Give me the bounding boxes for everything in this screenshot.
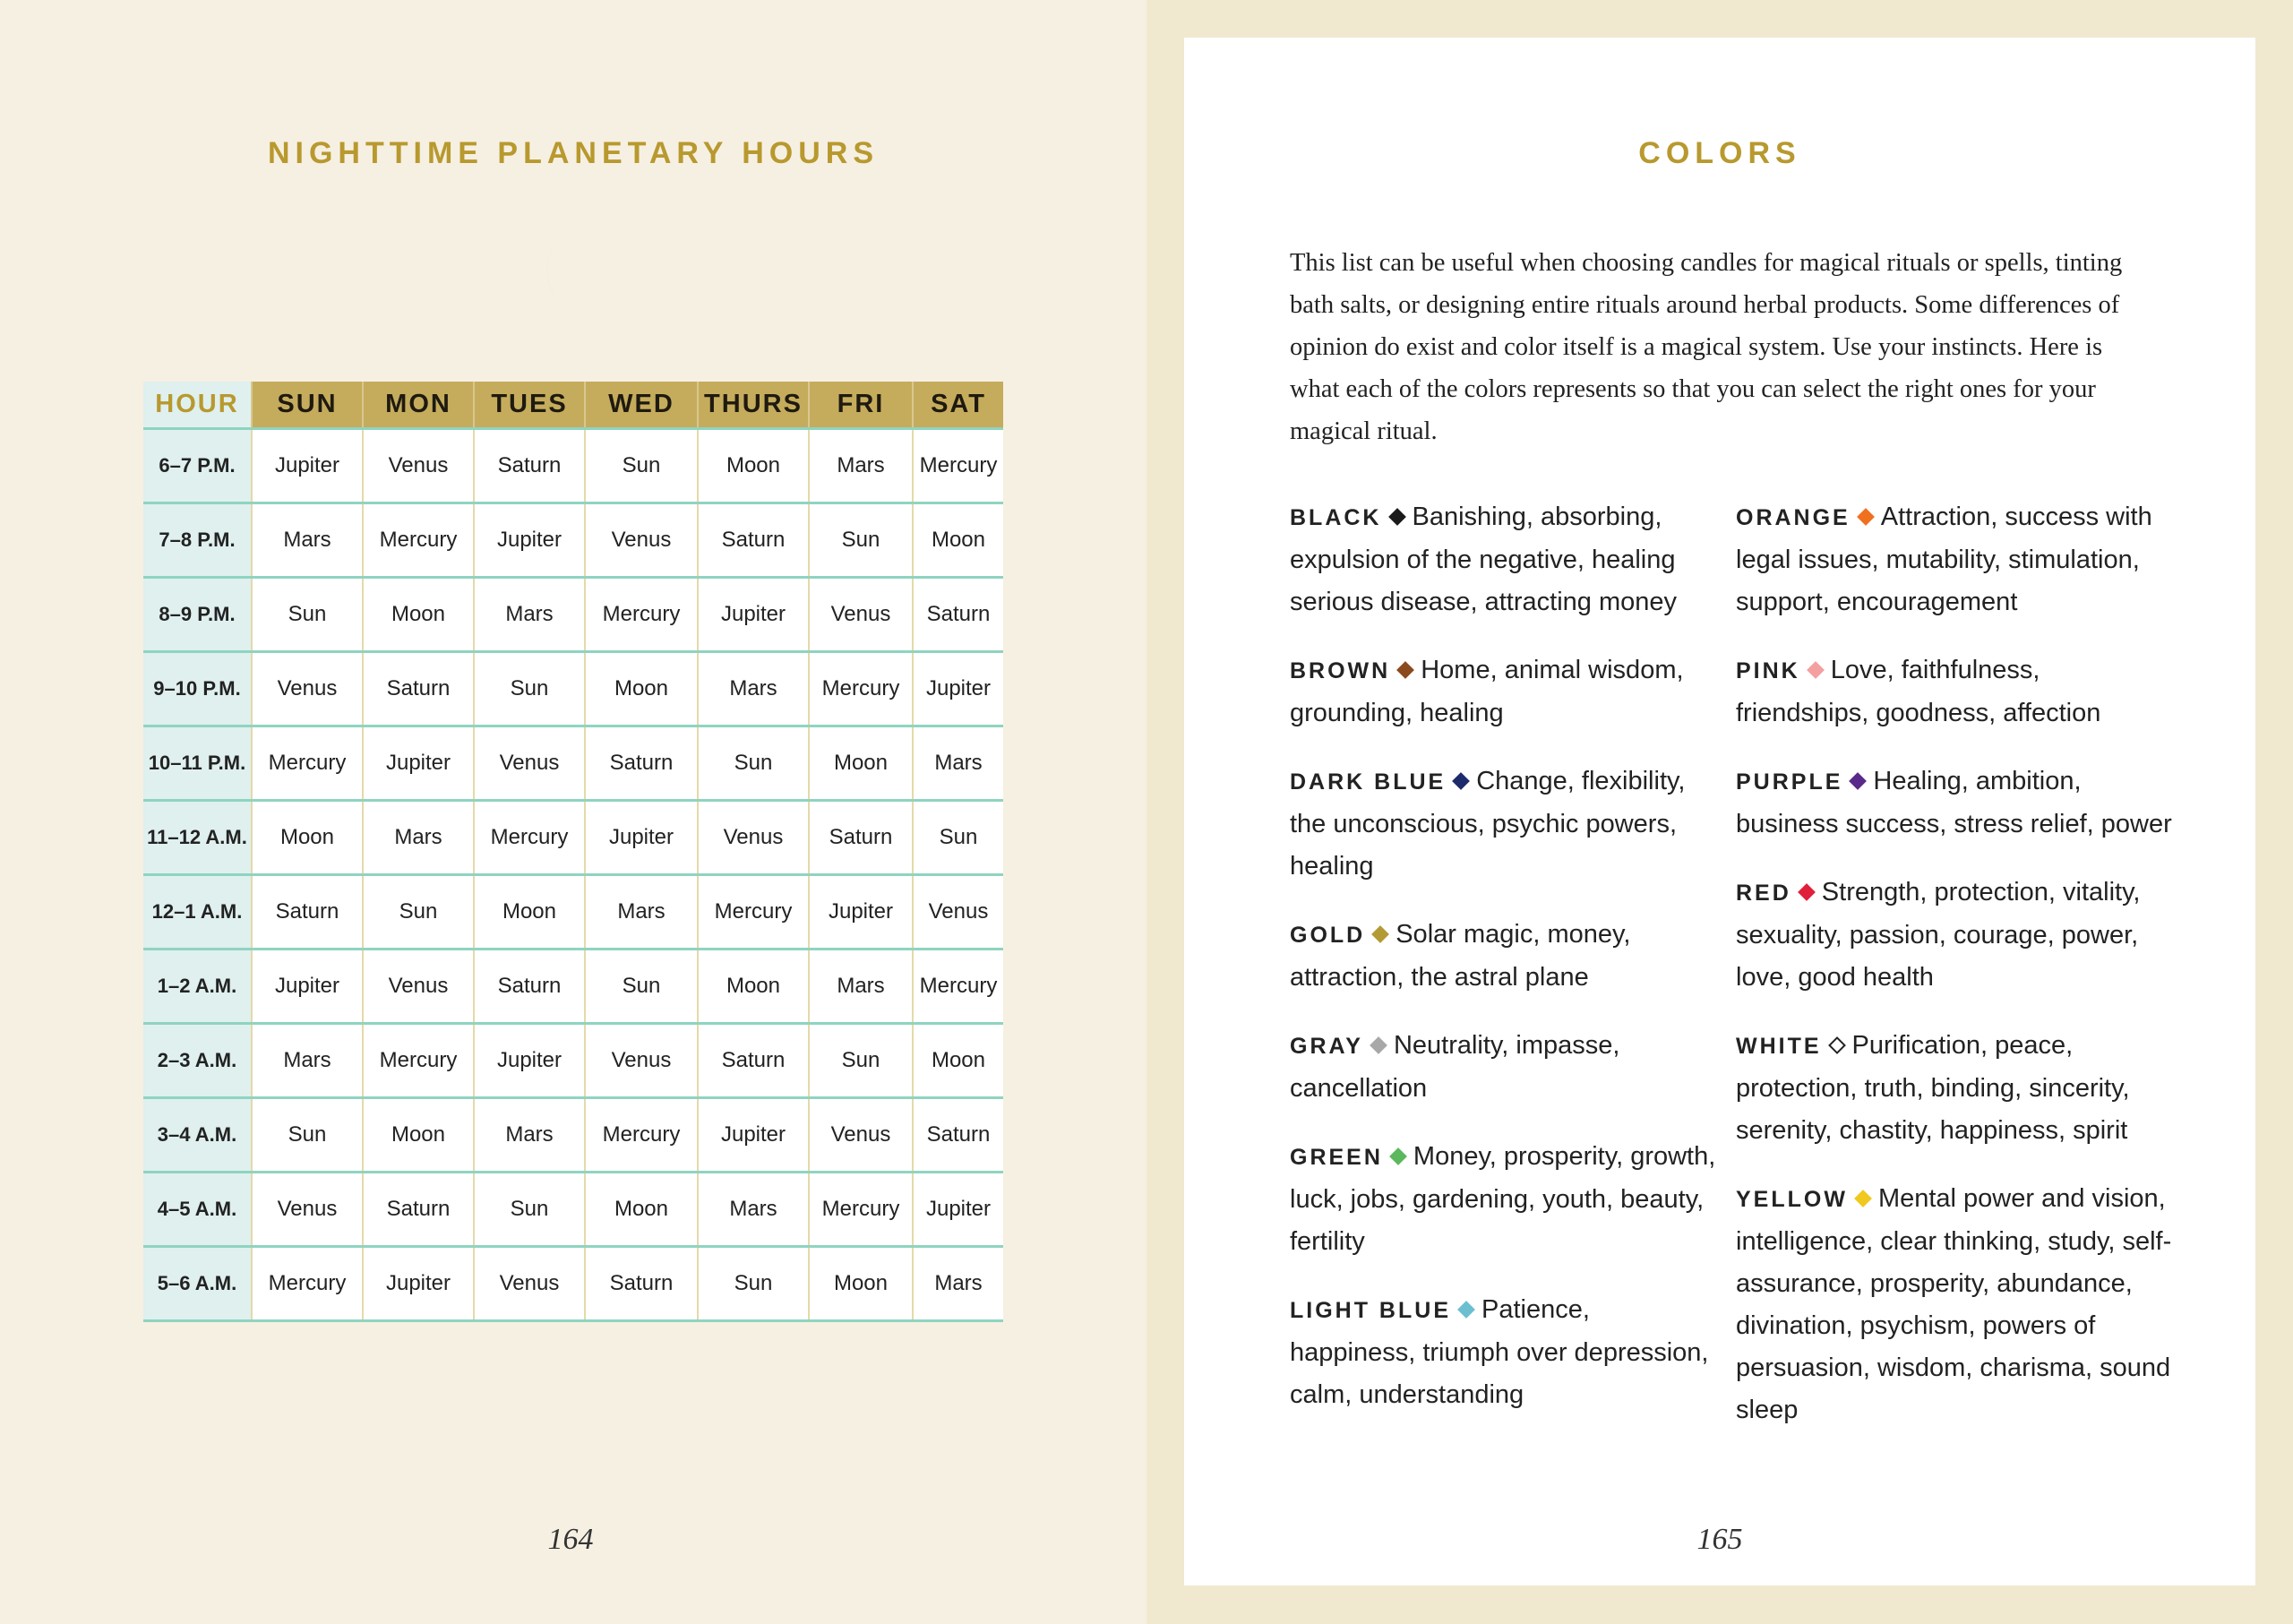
planet-cell: Mercury: [809, 1172, 913, 1246]
planetary-hours-table: [143, 382, 1003, 1322]
planet-cell: Mercury: [252, 726, 363, 800]
planet-cell: Saturn: [252, 874, 363, 949]
table-row: [143, 800, 1003, 874]
planet-cell: Sun: [474, 651, 585, 726]
color-entry: [1736, 649, 2175, 735]
planet-cell: Moon: [698, 949, 809, 1023]
column-header: WED: [585, 382, 698, 428]
color-name: BROWN: [1290, 658, 1391, 683]
table-row: [143, 726, 1003, 800]
color-entry: [1736, 1178, 2175, 1431]
color-meaning: Home, animal wisdom, grounding, healing: [1290, 656, 1684, 727]
planet-cell: Saturn: [585, 1246, 698, 1320]
planet-cell: Sun: [698, 726, 809, 800]
planet-cell: Jupiter: [474, 503, 585, 577]
planet-cell: Mars: [913, 726, 1003, 800]
planet-cell: Mercury: [913, 428, 1003, 503]
planet-cell: Mars: [698, 651, 809, 726]
planet-cell: Jupiter: [585, 800, 698, 874]
table-row: [143, 1172, 1003, 1246]
planet-cell: Moon: [363, 577, 474, 651]
planet-cell: Mars: [474, 1097, 585, 1172]
planet-cell: Mars: [252, 503, 363, 577]
hour-cell: 12–1 A.M.: [143, 874, 252, 949]
planet-cell: Mercury: [252, 1246, 363, 1320]
color-meaning: Banishing, absorbing, expulsion of the negative, healing serious disease, attracting money: [1290, 503, 1677, 616]
diamond-icon: [1370, 1036, 1387, 1054]
planet-cell: Sun: [809, 1023, 913, 1097]
planet-cell: Venus: [252, 651, 363, 726]
planet-cell: Jupiter: [809, 874, 913, 949]
planet-cell: Saturn: [363, 651, 474, 726]
diamond-icon: [1857, 508, 1875, 526]
diamond-icon: [1807, 661, 1825, 679]
hour-cell: 10–11 P.M.: [143, 726, 252, 800]
diamond-icon: [1854, 1190, 1872, 1207]
diamond-icon: [1457, 1301, 1475, 1319]
color-meaning: Money, prosperity, growth, luck, jobs, gardening, youth, beauty, fertility: [1290, 1142, 1716, 1256]
color-name: GOLD: [1290, 923, 1366, 948]
planet-cell: Mercury: [474, 800, 585, 874]
diamond-icon: [1798, 883, 1816, 901]
color-name: YELLOW: [1736, 1187, 1848, 1212]
planet-cell: Mercury: [585, 577, 698, 651]
hour-cell: 2–3 A.M.: [143, 1023, 252, 1097]
planet-cell: Jupiter: [698, 1097, 809, 1172]
planet-cell: Mars: [809, 428, 913, 503]
planet-cell: Venus: [698, 800, 809, 874]
diamond-icon: [1389, 1147, 1407, 1165]
hour-cell: 4–5 A.M.: [143, 1172, 252, 1246]
table-row: [143, 651, 1003, 726]
table-row: [143, 503, 1003, 577]
color-meaning: Change, flexibility, the unconscious, psychic powers, healing: [1290, 767, 1686, 881]
planet-cell: Sun: [698, 1246, 809, 1320]
planet-cell: Moon: [585, 651, 698, 726]
color-name: RED: [1736, 881, 1791, 906]
planet-cell: Mars: [698, 1172, 809, 1246]
hour-cell: 8–9 P.M.: [143, 577, 252, 651]
color-entry: [1736, 760, 2175, 846]
planet-cell: Moon: [698, 428, 809, 503]
planet-cell: Saturn: [363, 1172, 474, 1246]
color-entry: [1290, 1025, 1720, 1110]
planet-cell: Mercury: [913, 949, 1003, 1023]
planet-cell: Saturn: [698, 1023, 809, 1097]
color-name: GRAY: [1290, 1034, 1363, 1059]
planet-cell: Mars: [809, 949, 913, 1023]
planet-cell: Jupiter: [363, 726, 474, 800]
color-name: LIGHT BLUE: [1290, 1298, 1451, 1323]
color-meaning: Attraction, success with legal issues, mutability, stimulation, support, encouragement: [1736, 503, 2152, 616]
planet-cell: Moon: [363, 1097, 474, 1172]
hour-cell: 9–10 P.M.: [143, 651, 252, 726]
planet-cell: Mercury: [698, 874, 809, 949]
planet-cell: Jupiter: [698, 577, 809, 651]
page-number: 165: [1696, 1523, 1743, 1556]
planet-cell: Jupiter: [363, 1246, 474, 1320]
color-meaning: Purification, peace, protection, truth, binding, sincerity, serenity, chastity, happiness, spirit: [1736, 1031, 2130, 1145]
color-meaning: Strength, protection, vitality, sexuality, passion, courage, power, love, good health: [1736, 878, 2141, 992]
hour-cell: 11–12 A.M.: [143, 800, 252, 874]
page-title: NIGHTTIME PLANETARY HOURS: [267, 136, 880, 170]
hour-cell: 1–2 A.M.: [143, 949, 252, 1023]
planet-cell: Venus: [363, 949, 474, 1023]
right-page: [1184, 38, 2255, 1585]
planet-cell: Jupiter: [913, 1172, 1003, 1246]
planet-cell: Mars: [252, 1023, 363, 1097]
planet-cell: Sun: [585, 428, 698, 503]
color-name: WHITE: [1736, 1034, 1822, 1059]
table-row: [143, 1246, 1003, 1320]
planet-cell: Sun: [474, 1172, 585, 1246]
color-entry: [1290, 1136, 1720, 1263]
planet-cell: Sun: [585, 949, 698, 1023]
column-header: TUES: [474, 382, 585, 428]
color-entry: [1290, 649, 1720, 735]
color-meaning: Solar magic, money, attraction, the astral plane: [1290, 920, 1631, 992]
page-title: COLORS: [1638, 136, 1801, 170]
planet-cell: Venus: [585, 503, 698, 577]
planet-cell: Sun: [252, 577, 363, 651]
color-meaning: Neutrality, impasse, cancellation: [1290, 1031, 1620, 1103]
planet-cell: Venus: [809, 577, 913, 651]
planet-cell: Saturn: [474, 949, 585, 1023]
planet-cell: Venus: [252, 1172, 363, 1246]
diamond-icon: [1396, 661, 1414, 679]
table-row: [143, 428, 1003, 503]
planet-cell: Saturn: [585, 726, 698, 800]
planet-cell: Mercury: [363, 503, 474, 577]
color-meaning: Healing, ambition, business success, stress relief, power: [1736, 767, 2172, 838]
color-meaning: Love, faithfulness, friendships, goodness, affection: [1736, 656, 2101, 727]
color-entry: [1736, 496, 2175, 623]
hour-cell: 5–6 A.M.: [143, 1246, 252, 1320]
planet-cell: Saturn: [913, 1097, 1003, 1172]
table-row: [143, 1023, 1003, 1097]
planet-cell: Jupiter: [252, 949, 363, 1023]
planet-cell: Mars: [363, 800, 474, 874]
planet-cell: Mars: [913, 1246, 1003, 1320]
intro-paragraph: This list can be useful when choosing candles for magical rituals or spells, tinting bath salts, or designing entire rituals around herbal products. Some differences of opinion do exist and color itself is a magical system. Use your instincts. Here is what each of the colors represents so that you can select the right ones for your magical ritual.: [1290, 249, 2123, 445]
planet-cell: Moon: [585, 1172, 698, 1246]
column-header: FRI: [809, 382, 913, 428]
column-header: HOUR: [143, 382, 252, 428]
column-header: THURS: [698, 382, 809, 428]
planet-cell: Mercury: [363, 1023, 474, 1097]
planet-cell: Venus: [363, 428, 474, 503]
planet-cell: Venus: [474, 726, 585, 800]
planet-cell: Venus: [913, 874, 1003, 949]
planet-cell: Saturn: [474, 428, 585, 503]
planet-cell: Sun: [363, 874, 474, 949]
hour-cell: 6–7 P.M.: [143, 428, 252, 503]
planet-cell: Mercury: [585, 1097, 698, 1172]
color-meaning: Mental power and vision, intelligence, clear thinking, study, self-assurance, prosperity, abundance, divination, psychism, powers of persuasion, wisdom, charisma, sound sleep: [1736, 1184, 2172, 1424]
planet-cell: Sun: [913, 800, 1003, 874]
left-page: [0, 0, 1146, 1624]
page-number: 164: [547, 1523, 594, 1556]
column-header: MON: [363, 382, 474, 428]
colors-left-column: [1290, 496, 1720, 1442]
planet-cell: Saturn: [809, 800, 913, 874]
planet-cell: Mars: [585, 874, 698, 949]
diamond-icon: [1850, 772, 1868, 790]
hour-cell: 7–8 P.M.: [143, 503, 252, 577]
diamond-icon: [1828, 1036, 1846, 1054]
planet-cell: Sun: [809, 503, 913, 577]
color-entry: [1290, 1289, 1720, 1416]
planet-cell: Saturn: [698, 503, 809, 577]
planet-cell: Jupiter: [474, 1023, 585, 1097]
column-header: SUN: [252, 382, 363, 428]
planet-cell: Saturn: [913, 577, 1003, 651]
planet-cell: Moon: [474, 874, 585, 949]
planet-cell: Venus: [474, 1246, 585, 1320]
table-row: [143, 1097, 1003, 1172]
planet-cell: Jupiter: [913, 651, 1003, 726]
table-row: [143, 949, 1003, 1023]
planet-cell: Moon: [252, 800, 363, 874]
planet-cell: Venus: [585, 1023, 698, 1097]
color-entry: [1290, 760, 1720, 888]
planet-cell: Moon: [913, 503, 1003, 577]
column-header: SAT: [913, 382, 1003, 428]
planet-cell: Jupiter: [252, 428, 363, 503]
color-name: BLACK: [1290, 505, 1382, 530]
color-name: PINK: [1736, 658, 1800, 683]
planet-cell: Moon: [809, 726, 913, 800]
color-entry: [1290, 914, 1720, 999]
diamond-icon: [1371, 925, 1389, 943]
diamond-icon: [1452, 772, 1470, 790]
colors-right-column: [1736, 496, 2175, 1457]
color-entry: [1736, 872, 2175, 999]
color-entry: [1736, 1025, 2175, 1152]
diamond-icon: [1388, 508, 1406, 526]
planet-cell: Venus: [809, 1097, 913, 1172]
color-entry: [1290, 496, 1720, 623]
color-meaning: Patience, happiness, triumph over depression, calm, understanding: [1290, 1295, 1709, 1409]
hour-cell: 3–4 A.M.: [143, 1097, 252, 1172]
color-name: ORANGE: [1736, 505, 1851, 530]
planet-cell: Sun: [252, 1097, 363, 1172]
table-row: [143, 577, 1003, 651]
color-name: PURPLE: [1736, 769, 1843, 795]
table-row: [143, 874, 1003, 949]
planet-cell: Mars: [474, 577, 585, 651]
planet-cell: Moon: [809, 1246, 913, 1320]
planet-cell: Moon: [913, 1023, 1003, 1097]
color-name: DARK BLUE: [1290, 769, 1447, 795]
planet-cell: Mercury: [809, 651, 913, 726]
color-name: GREEN: [1290, 1145, 1383, 1170]
crescent-moon-icon: [528, 219, 627, 322]
